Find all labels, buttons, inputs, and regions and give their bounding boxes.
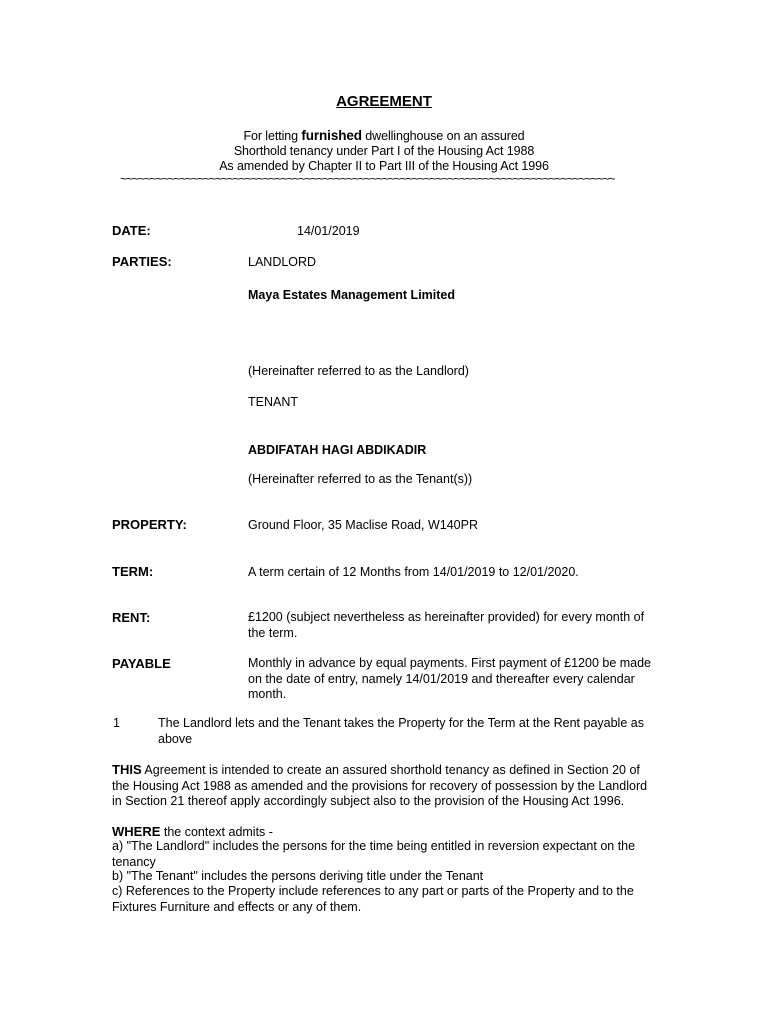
tilde-divider: ~~~~~~~~~~~~~~~~~~~~~~~~~~~~~~~~~~~~~~~~~~~~~~~~~~~~~~~~~~~~~~~~~~~~~~~~~~~~~~~~~~~	[120, 172, 615, 186]
tenant-heading: TENANT	[248, 395, 298, 409]
document-title: AGREEMENT	[336, 93, 432, 110]
rent-value: £1200 (subject nevertheless as hereinafter provided) for every month of the term.	[248, 610, 645, 640]
landlord-heading: LANDLORD	[248, 255, 317, 269]
subtitle-pre: For letting	[243, 129, 302, 143]
this-text: Agreement is intended to create an assured shorthold tenancy as defined in Section 20 of the Housing Act 1988 as amended and the provisions for recovery of possession by the Landlord in Section 21 thereof apply accordingly subject also to the provision of the Housing Act 1996.	[112, 763, 648, 808]
tenant-reference: (Hereinafter referred to as the Tenant(s))	[248, 472, 473, 486]
subtitle-furnished: furnished	[301, 128, 362, 143]
rent-label: RENT:	[112, 610, 151, 625]
definition-b: b) "The Tenant" includes the persons deriving title under the Tenant	[112, 869, 484, 883]
clause-1-text: The Landlord lets and the Tenant takes the Property for the Term at the Rent payable as above	[158, 716, 644, 746]
property-value: Ground Floor, 35 Maclise Road, W140PR	[248, 518, 478, 532]
property-label: PROPERTY:	[112, 517, 187, 532]
date-label: DATE:	[112, 223, 151, 238]
tenant-name: ABDIFATAH HAGI ABDIKADIR	[248, 443, 427, 457]
payable-value: Monthly in advance by equal payments. First payment of £1200 be made on the date of entry, namely 14/01/2019 and thereafter every calendar month.	[248, 656, 652, 701]
clause-1-number: 1	[113, 716, 120, 730]
parties-label: PARTIES:	[112, 254, 172, 269]
definition-a: a) "The Landlord" includes the persons for the time being entitled in reversion expectant on the tenancy	[112, 839, 636, 869]
subtitle-line-1	[0, 128, 768, 143]
this-agreement-paragraph	[112, 762, 658, 810]
landlord-name: Maya Estates Management Limited	[248, 288, 456, 302]
this-keyword: THIS	[112, 762, 142, 777]
definition-c: c) References to the Property include references to any part or parts of the Property and to the Fixtures Furniture and effects or any of them.	[112, 884, 634, 914]
landlord-reference: (Hereinafter referred to as the Landlord)	[248, 364, 469, 378]
where-text: the context admits -	[160, 825, 273, 839]
subtitle-post: dwellinghouse on an assured	[361, 129, 525, 143]
payable-label: PAYABLE	[112, 656, 171, 671]
subtitle-line-2: Shorthold tenancy under Part I of the Housing Act 1988	[233, 144, 535, 158]
term-value: A term certain of 12 Months from 14/01/2019 to 12/01/2020.	[248, 565, 579, 579]
where-keyword: WHERE	[112, 824, 161, 839]
term-label: TERM:	[112, 564, 154, 579]
subtitle-line-3: As amended by Chapter II to Part III of the Housing Act 1996	[219, 159, 549, 173]
date-value: 14/01/2019	[297, 224, 360, 238]
